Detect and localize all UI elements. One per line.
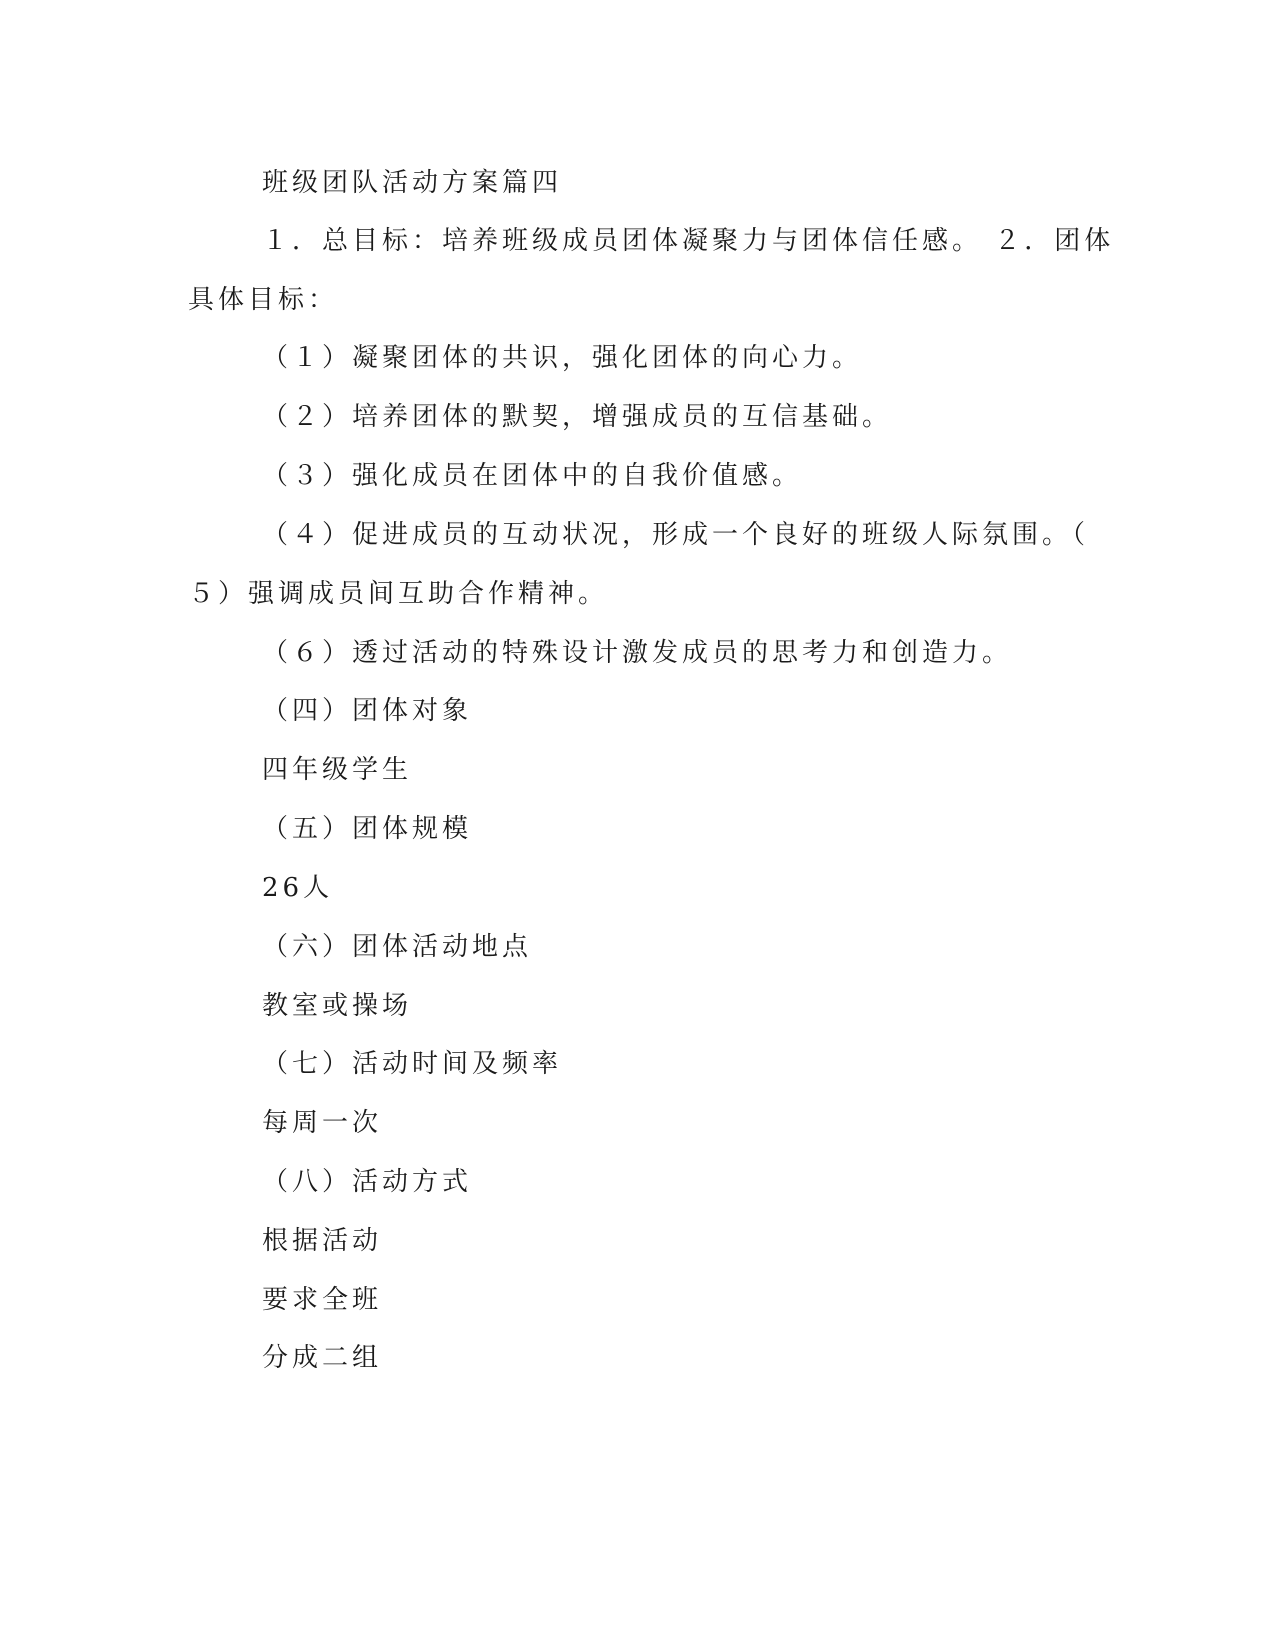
location-heading: （六）团体活动地点 <box>262 932 533 962</box>
goal-item-1: （１）凝聚团体的共识，强化团体的向心力。 <box>262 343 863 373</box>
goal-item-3: （３）强化成员在团体中的自我价值感。 <box>262 461 803 491</box>
time-heading: （七）活动时间及频率 <box>262 1049 563 1079</box>
goal-line-2: 具体目标： <box>188 285 339 315</box>
goal-item-6: （６）透过活动的特殊设计激发成员的思考力和创造力。 <box>262 638 1013 668</box>
target-heading: （四）团体对象 <box>262 696 473 726</box>
method-line-3: 分成二组 <box>262 1343 383 1373</box>
size-heading: （五）团体规模 <box>262 814 473 844</box>
method-line-1: 根据活动 <box>262 1226 383 1256</box>
goal-item-4: （４）促进成员的互动状况，形成一个良好的班级人际氛围。（ <box>262 520 1090 550</box>
method-heading: （八）活动方式 <box>262 1167 473 1197</box>
goal-item-5: ５）强调成员间互助合作精神。 <box>188 579 609 609</box>
time-value: 每周一次 <box>262 1108 383 1138</box>
goal-item-2: （２）培养团体的默契，增强成员的互信基础。 <box>262 402 893 432</box>
goal-line-1: １．总目标：培养班级成员团体凝聚力与团体信任感。 ２．团体 <box>262 226 1115 256</box>
location-value: 教室或操场 <box>262 991 413 1021</box>
target-value: 四年级学生 <box>262 755 413 785</box>
size-value: 26人 <box>262 873 334 903</box>
document-title: 班级团队活动方案篇四 <box>262 168 563 198</box>
method-line-2: 要求全班 <box>262 1285 383 1315</box>
